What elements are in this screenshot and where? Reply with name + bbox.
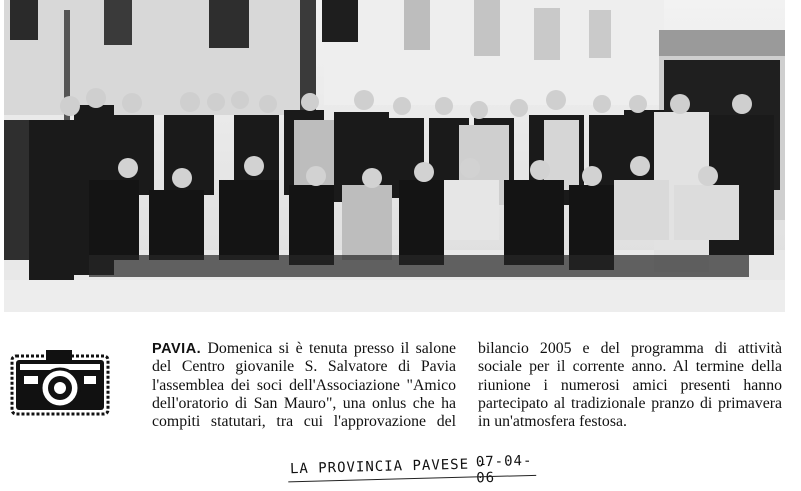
clipping-date: 07-04-06 <box>475 452 533 487</box>
dateline: PAVIA. <box>152 341 202 357</box>
group-photo-illustration <box>4 0 785 312</box>
article-paragraph <box>152 340 782 431</box>
group-photo <box>4 0 785 312</box>
handwritten-annotation <box>290 451 541 488</box>
newspaper-name: LA PROVINCIA PAVESE - <box>289 456 489 478</box>
article-body: Domenica si è tenuta presso il salone del Centro giovanile S. Salvatore di Pavia l'assemblea dei soci dell'Associazione "Amico dell'oratorio di San Mauro", una onlus che ha compiti statutari, tra cui l'approvazione del bilancio 2005 e del programma di attività sociale per il corrente anno. Al termine della riunione i numerosi amici presenti hanno partecipato al tradizionale pranzo di primavera in un'atmosfera festosa. <box>152 340 782 431</box>
article-text <box>152 340 782 431</box>
camera-icon <box>8 346 112 420</box>
